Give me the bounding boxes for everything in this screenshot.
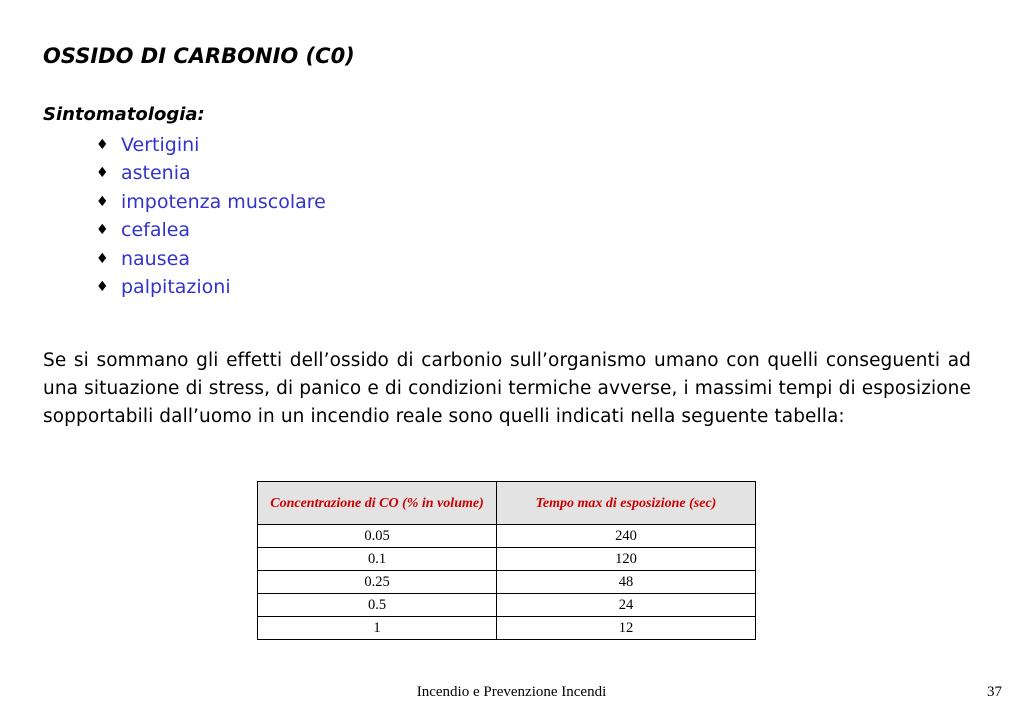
table-row bbox=[258, 525, 756, 548]
diamond-bullet-icon: ♦ bbox=[96, 222, 109, 239]
table-row bbox=[258, 594, 756, 617]
table-header-concentration: Concentrazione di CO (% in volume) bbox=[258, 482, 497, 525]
diamond-bullet-icon: ♦ bbox=[96, 250, 109, 267]
table-row bbox=[258, 548, 756, 571]
symptom-text: astenia bbox=[121, 162, 191, 185]
symptom-text: palpitazioni bbox=[121, 275, 231, 298]
symptom-text: impotenza muscolare bbox=[121, 190, 326, 213]
diamond-bullet-icon: ♦ bbox=[96, 165, 109, 182]
list-item bbox=[96, 131, 326, 159]
time-cell: 24 bbox=[497, 594, 756, 617]
time-cell: 240 bbox=[497, 525, 756, 548]
diamond-bullet-icon: ♦ bbox=[96, 137, 109, 153]
time-cell: 48 bbox=[497, 571, 756, 594]
diamond-bullet-icon: ♦ bbox=[96, 278, 109, 295]
concentration-cell: 0.25 bbox=[258, 571, 497, 594]
table-row bbox=[258, 571, 756, 594]
section-subtitle: Sintomatologia: bbox=[43, 104, 205, 125]
exposure-table bbox=[257, 481, 756, 640]
list-item bbox=[96, 188, 326, 216]
table-header-row bbox=[258, 482, 756, 525]
symptom-text: nausea bbox=[121, 247, 190, 270]
symptom-list bbox=[96, 131, 326, 301]
concentration-cell: 1 bbox=[258, 617, 497, 640]
concentration-cell: 0.5 bbox=[258, 594, 497, 617]
list-item bbox=[96, 159, 326, 187]
page-title: OSSIDO DI CARBONIO (C0) bbox=[43, 44, 355, 68]
body-paragraph: Se si sommano gli effetti dell’ossido di carbonio sull’organismo umano con quelli conseguenti ad una situazione di stress, di panico e di condizioni termiche avverse, i massimi tempi di esposizione sopportabili dall’uomo in un incendio reale sono quelli indicati nella seguente tabella: bbox=[43, 349, 971, 427]
list-item bbox=[96, 245, 326, 273]
time-cell: 12 bbox=[497, 617, 756, 640]
table-header-time: Tempo max di esposizione (sec) bbox=[497, 482, 756, 525]
concentration-cell: 0.05 bbox=[258, 525, 497, 548]
table-row bbox=[258, 617, 756, 640]
list-item bbox=[96, 273, 326, 301]
diamond-bullet-icon: ♦ bbox=[96, 193, 109, 210]
time-cell: 120 bbox=[497, 548, 756, 571]
footer-text: Incendio e Prevenzione Incendi bbox=[416, 684, 607, 700]
page-number: 37 bbox=[987, 684, 1002, 700]
symptom-text: Vertigini bbox=[121, 134, 200, 156]
symptom-text: cefalea bbox=[121, 219, 191, 242]
list-item bbox=[96, 216, 326, 244]
concentration-cell: 0.1 bbox=[258, 548, 497, 571]
